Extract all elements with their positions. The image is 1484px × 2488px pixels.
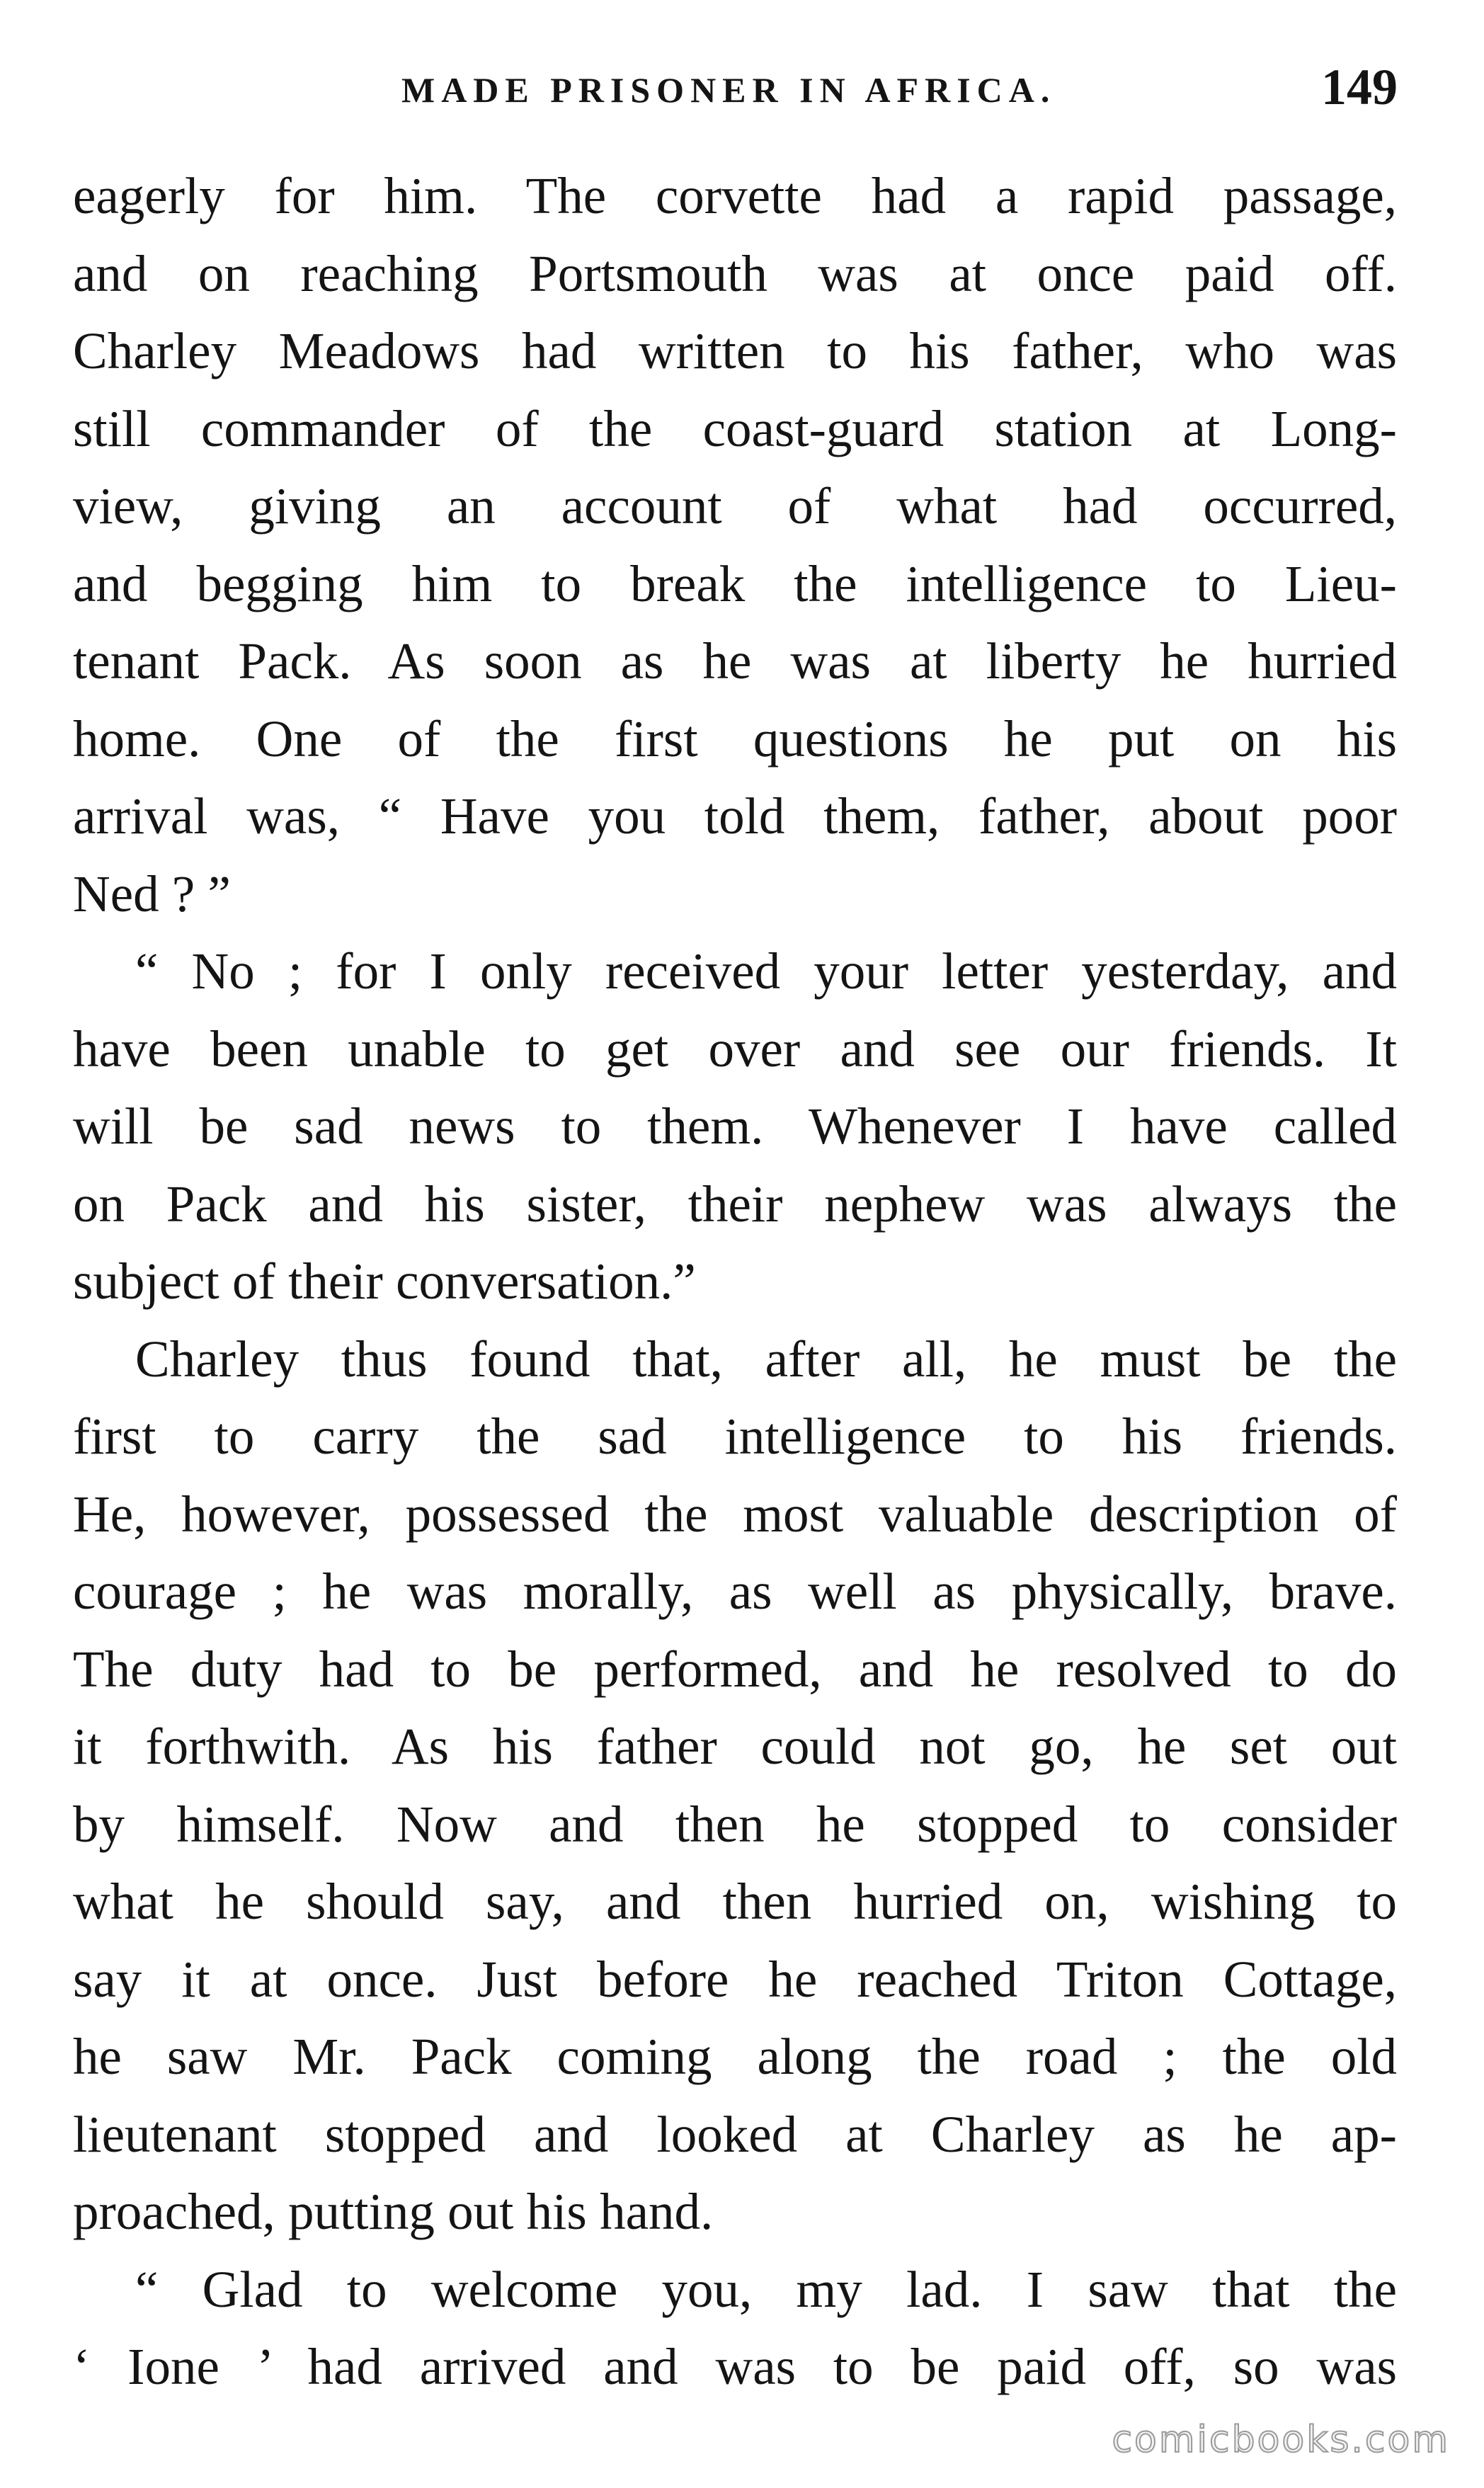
text-line: The duty had to be performed, and he resolved to do — [73, 1640, 1397, 1698]
text-line: “ No ; for I only received your letter yesterday, and — [135, 942, 1397, 1000]
text-line: what he should say, and then hurried on, wishing to — [73, 1873, 1397, 1930]
text-line: and begging him to break the intelligence to Lieu- — [73, 554, 1397, 612]
text-line: will be sad news to them. Whenever I have called — [73, 1097, 1397, 1155]
text-line: say it at once. Just before he reached Triton Cottage, — [73, 1950, 1397, 2008]
text-line: by himself. Now and then he stopped to consider — [73, 1795, 1397, 1853]
text-line: He, however, possessed the most valuable description of — [73, 1485, 1397, 1543]
page-number: 149 — [1321, 59, 1398, 115]
text-line: lieutenant stopped and looked at Charley as he ap- — [73, 2105, 1397, 2163]
watermark: comicbooks.com — [1112, 2419, 1450, 2461]
text-line: ‘ Ione ’ had arrived and was to be paid off, so was — [73, 2338, 1397, 2395]
text-line: eagerly for him. The corvette had a rapid passage, — [73, 167, 1397, 224]
text-line: courage ; he was morally, as well as physically, brave. — [73, 1563, 1397, 1620]
text-line: subject of their conversation.” — [73, 1252, 696, 1310]
text-line: have been unable to get over and see our friends. It — [73, 1020, 1397, 1078]
text-line: first to carry the sad intelligence to his friends. — [73, 1408, 1397, 1465]
text-line: proached, putting out his hand. — [73, 2183, 714, 2240]
text-line: tenant Pack. As soon as he was at liberty he hurried — [73, 632, 1397, 690]
text-line: Charley Meadows had written to his father, who was — [73, 322, 1397, 380]
text-line: view, giving an account of what had occurred, — [73, 477, 1397, 535]
text-line: and on reaching Portsmouth was at once paid off. — [73, 244, 1397, 302]
text-line: on Pack and his sister, their nephew was always the — [73, 1175, 1397, 1233]
body-text — [73, 157, 1397, 2406]
running-head — [71, 58, 1402, 129]
text-line: Ned ? ” — [73, 864, 231, 923]
text-line: Charley thus found that, after all, he must be the — [135, 1330, 1397, 1388]
text-line: “ Glad to welcome you, my lad. I saw that the — [135, 2260, 1397, 2318]
text-line: still commander of the coast-guard station at Long- — [73, 399, 1397, 457]
text-line: home. One of the first questions he put on his — [73, 709, 1397, 767]
text-line: arrival was, “ Have you told them, father, about poor — [73, 787, 1397, 845]
text-line: it forthwith. As his father could not go, he set out — [73, 1718, 1397, 1775]
running-title: MADE PRISONER IN AFRICA. — [401, 70, 1056, 110]
text-line: he saw Mr. Pack coming along the road ; the old — [73, 2028, 1397, 2085]
